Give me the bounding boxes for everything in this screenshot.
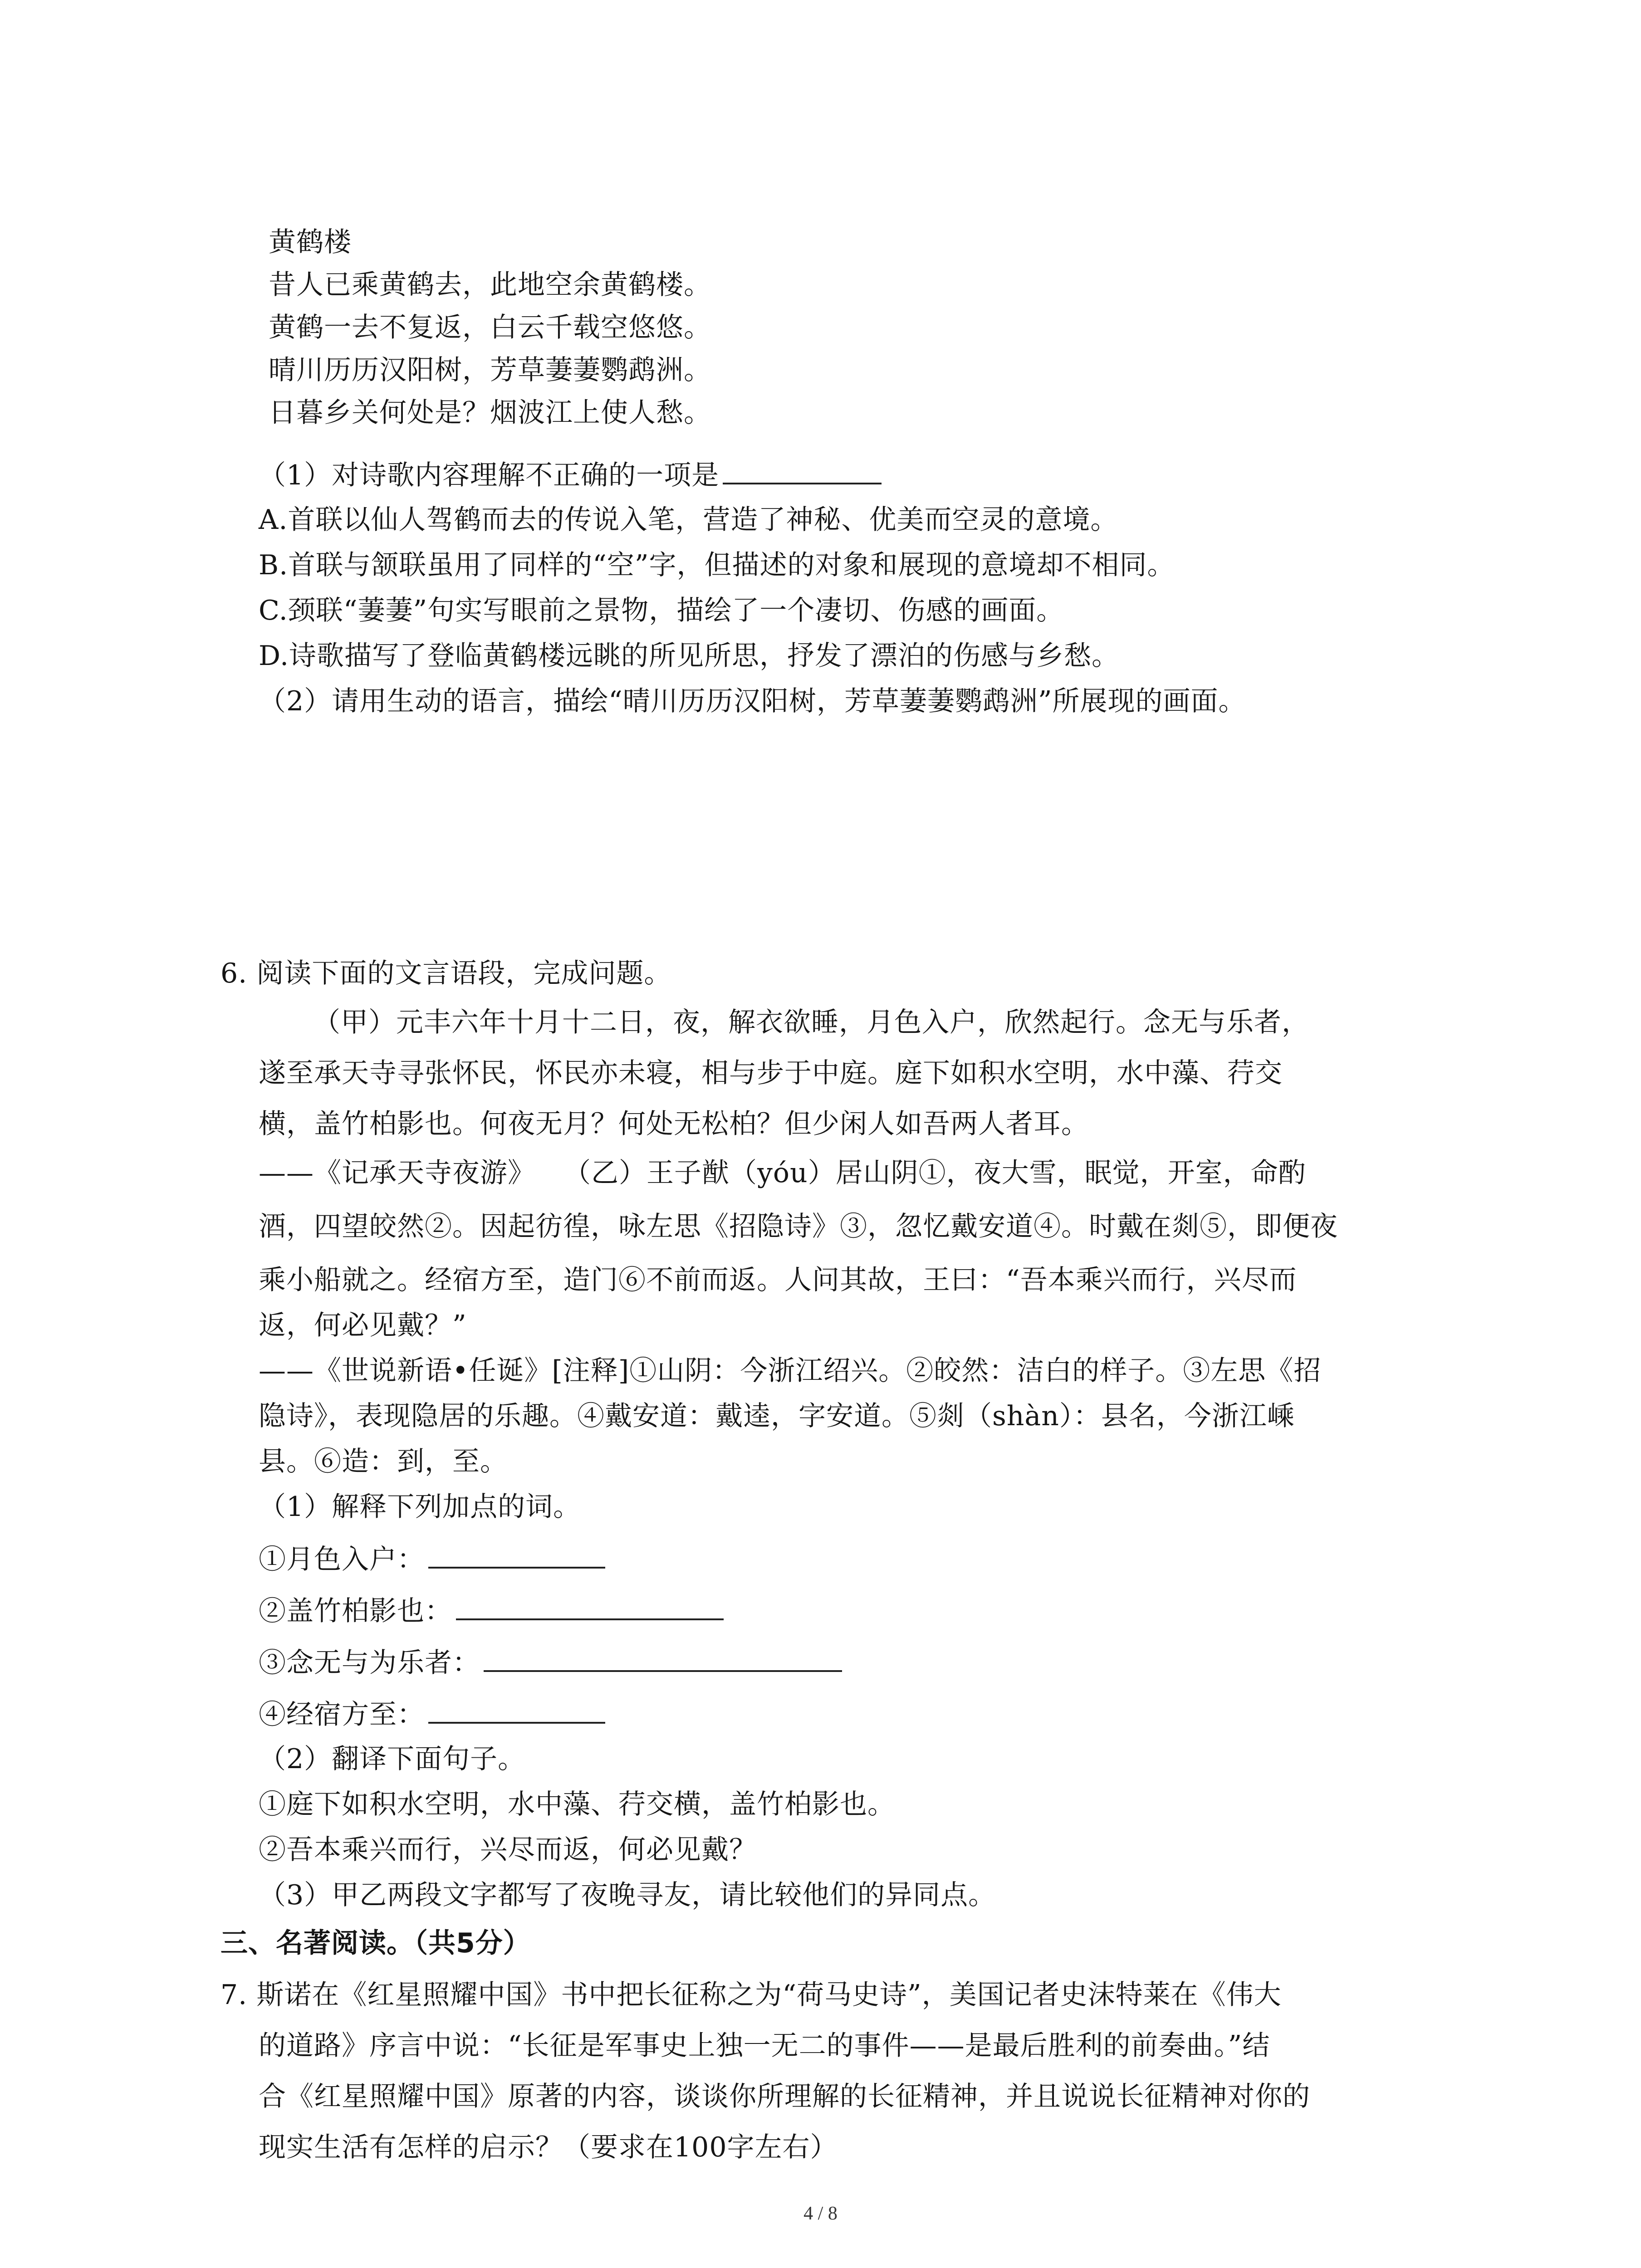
q6-word-4: [259, 1696, 605, 1733]
section-heading: 三、名著阅读。（共5分）: [220, 1927, 531, 1959]
q6-stem: 6. 阅读下面的文言语段，完成问题。: [220, 958, 672, 989]
q5-sub1: [259, 456, 882, 494]
answer-blank[interactable]: [428, 1540, 605, 1569]
q5-sub1-text: （1）对诗歌内容理解不正确的一项是: [259, 459, 720, 491]
q6-sub3: （3）甲乙两段文字都写了夜晚寻友，请比较他们的异同点。: [259, 1879, 996, 1911]
q5-option-a: A.首联以仙人驾鹤而去的传说入笔，营造了神秘、优美而空灵的意境。: [259, 504, 1118, 536]
q6-note-line-3: 县。⑥造：到，至。: [259, 1446, 508, 1477]
q6-sub2: （2）翻译下面句子。: [259, 1743, 526, 1775]
answer-blank[interactable]: [723, 456, 882, 484]
poem-line-1: 昔人已乘黄鹤去，此地空余黄鹤楼。: [269, 269, 711, 301]
q5-option-c: C.颈联“萋萋”句实写眼前之景物，描绘了一个凄切、伤感的画面。: [259, 595, 1064, 626]
q6-note-line-2: 隐诗》，表现隐居的乐趣。④戴安道：戴逵，字安道。⑤剡（shàn）：县名，今浙江嵊: [259, 1400, 1295, 1432]
q6-translate-1: ①庭下如积水空明，水中藻、荇交横，盖竹柏影也。: [259, 1789, 895, 1820]
q6-word-3: [259, 1644, 842, 1681]
answer-blank[interactable]: [484, 1644, 842, 1672]
q7-line-3: 合《红星照耀中国》原著的内容，谈谈你所理解的长征精神，并且说说长征精神对你的: [259, 2081, 1310, 2112]
q6-translate-2: ②吾本乘兴而行，兴尽而返，何必见戴？: [259, 1834, 757, 1866]
q6-yi-line-4: 返，何必见戴？”: [259, 1310, 467, 1341]
q7-line-4: 现实生活有怎样的启示？（要求在100字左右）: [259, 2131, 838, 2163]
q6-yi-line-2: 酒，四望皎然②。因起彷徨，咏左思《招隐诗》③，忽忆戴安道④。时戴在剡⑤，即便夜: [259, 1211, 1338, 1242]
q6-word-4-text: ④经宿方至：: [259, 1699, 425, 1730]
poem-title: 黄鹤楼: [269, 226, 352, 258]
poem-line-3: 晴川历历汉阳树，芳草萋萋鹦鹉洲。: [269, 354, 711, 386]
q6-yi-line-1: ——《记承天寺夜游》 （乙）王子猷（yóu）居山阴①，夜大雪，眠觉，开室，命酌: [259, 1157, 1306, 1189]
q7-line-2: 的道路》序言中说：“长征是军事史上独一无二的事件——是最后胜利的前奏曲。”结: [259, 2030, 1270, 2062]
answer-blank[interactable]: [428, 1696, 605, 1724]
q6-word-2: [259, 1592, 724, 1629]
poem-line-4: 日暮乡关何处是？烟波江上使人愁。: [269, 397, 711, 429]
q6-jia-line-2: 遂至承天寺寻张怀民，怀民亦未寝，相与步于中庭。庭下如积水空明，水中藻、荇交: [259, 1057, 1283, 1089]
q6-word-1: [259, 1540, 605, 1578]
q6-word-3-text: ③念无与为乐者：: [259, 1647, 480, 1679]
q6-jia-line-3: 横，盖竹柏影也。何夜无月？何处无松柏？但少闲人如吾两人者耳。: [259, 1108, 1089, 1140]
q5-option-d: D.诗歌描写了登临黄鹤楼远眺的所见所思，抒发了漂泊的伤感与乡愁。: [259, 640, 1120, 672]
q6-sub1: （1）解释下列加点的词。: [259, 1491, 581, 1523]
q6-word-2-text: ②盖竹柏影也：: [259, 1595, 452, 1627]
page-number: 4 / 8: [803, 2203, 838, 2224]
q5-option-b: B.首联与颔联虽用了同样的“空”字，但描述的对象和展现的意境却不相同。: [259, 549, 1175, 581]
poem-line-2: 黄鹤一去不复返，白云千载空悠悠。: [269, 312, 711, 343]
q6-jia-line-1: （甲）元丰六年十月十二日，夜，解衣欲睡，月色入户，欣然起行。念无与乐者，: [313, 1007, 1309, 1038]
q6-note-line-1: ——《世说新语•任诞》[注释]①山阴：今浙江绍兴。②皎然：洁白的样子。③左思《招: [259, 1355, 1322, 1387]
q5-sub2: （2）请用生动的语言，描绘“晴川历历汉阳树，芳草萋萋鹦鹉洲”所展现的画面。: [259, 685, 1246, 717]
answer-blank[interactable]: [456, 1592, 724, 1620]
q6-yi-line-3: 乘小船就之。经宿方至，造门⑥不前而返。人问其故，王曰：“吾本乘兴而行，兴尽而: [259, 1264, 1297, 1296]
q7-line-1: 7. 斯诺在《红星照耀中国》书中把长征称之为“荷马史诗”，美国记者史沫特莱在《伟大: [220, 1979, 1282, 2011]
q6-word-1-text: ①月色入户：: [259, 1544, 425, 1575]
